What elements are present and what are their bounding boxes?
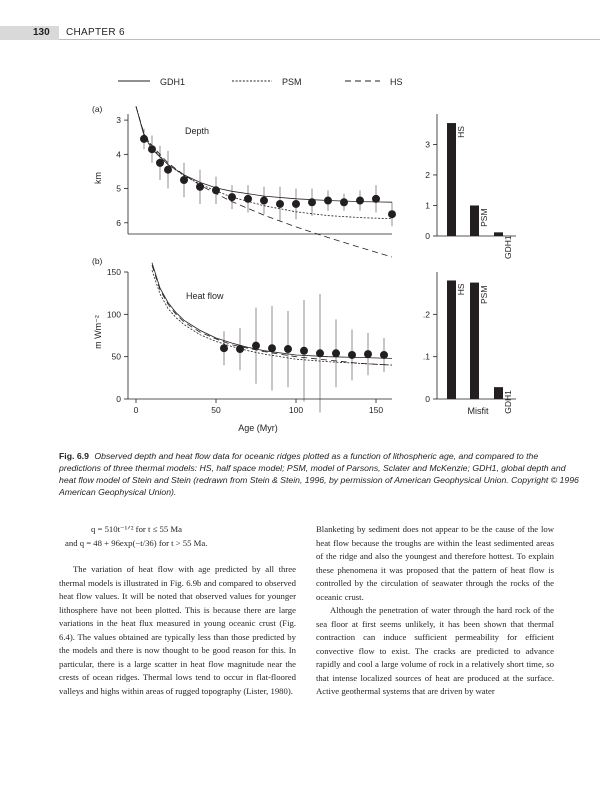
depth-misfit-panel <box>425 114 516 259</box>
heat-data-point-0 <box>220 344 228 352</box>
depth-data-point-3 <box>164 166 172 174</box>
legend <box>118 77 403 87</box>
depth-data-point-9 <box>260 197 268 205</box>
depth-title: Depth <box>185 126 210 136</box>
legend-gdh1-label: GDH1 <box>160 77 186 87</box>
depth-data-point-8 <box>244 195 252 203</box>
depth-data-point-15 <box>356 197 364 205</box>
heat-xtick-label-50: 50 <box>211 405 221 415</box>
heat-data-point-1 <box>236 345 244 353</box>
depth-ytick-label-6: 6 <box>116 217 121 228</box>
depth-ytick-label-4: 4 <box>116 149 121 160</box>
depth-data-point-1 <box>148 145 156 153</box>
age-axis-label: Age (Myr) <box>238 423 278 433</box>
depth-misfit-bar-psm <box>470 205 479 236</box>
depth-data-point-10 <box>276 200 284 208</box>
heat-data-point-2 <box>252 342 260 350</box>
heat-xtick-label-0: 0 <box>133 405 139 415</box>
depth-data-point-16 <box>372 195 380 203</box>
caption-label: Fig. 6.9 <box>59 451 89 461</box>
heat-misfit-panel <box>423 272 516 416</box>
depth-misfit-bar-gdh1 <box>494 232 503 236</box>
heat-misfit-bar-label-hs: HS <box>456 283 466 296</box>
depth-misfit-bar-hs <box>447 123 456 236</box>
heat-misfit-bar-gdh1 <box>494 387 503 399</box>
heat-flow-panel <box>93 263 392 433</box>
heat-misfit-ytick-label-.2: .2 <box>422 309 430 320</box>
depth-misfit-ytick-label-3: 3 <box>425 139 430 150</box>
depth-misfit-bar-label-psm: PSM <box>479 208 489 227</box>
heat-data-point-9 <box>364 350 372 358</box>
heat-misfit-ytick-label-0: 0 <box>425 394 430 404</box>
chapter-title: CHAPTER 6 <box>66 27 125 38</box>
heat-ytick-label-0: 0 <box>116 394 121 404</box>
depth-data-point-0 <box>140 135 148 143</box>
left-paragraph-1: The variation of heat flow with age predicted by all three thermal models is illustrated in Fig. 6.9b and compared to observed heat flow values. It will be noted that observed values for younger lithosphere have not been plotted. This is because there are large variations in the heat flux measured in young oceanic crust (Fig. 6.4). The values obtained are typically less than those predicted by the models and there is now thought to be good reason for this. In particular, there is a large scatter in heat flow magnitude near the crests of ocean ridges. Thermal lows tend to occur in flat-floored valleys and highs within areas of rugged topography (Lister, 1980). <box>59 564 296 696</box>
depth-misfit-ytick-label-1: 1 <box>425 200 430 211</box>
equation-1: q = 510t⁻¹ᐟ² for t ≤ 55 Ma <box>91 524 182 534</box>
legend-hs-label: HS <box>390 77 403 87</box>
page-number: 130 <box>33 27 50 38</box>
depth-data-point-4 <box>180 176 188 184</box>
depth-data-point-14 <box>340 198 348 206</box>
misfit-label: Misfit <box>467 406 489 416</box>
depth-data-point-11 <box>292 200 300 208</box>
legend-psm-label: PSM <box>282 77 302 87</box>
depth-data-point-17 <box>388 210 396 218</box>
depth-data-point-12 <box>308 198 316 206</box>
panel-b-label: (b) <box>92 256 103 266</box>
depth-data-point-5 <box>196 183 204 191</box>
depth-misfit-ytick-label-2: 2 <box>425 169 430 180</box>
figure-caption <box>59 450 579 498</box>
heat-misfit-bar-label-gdh1: GDH1 <box>503 390 513 414</box>
heat-ytick-label-150: 150 <box>106 267 121 277</box>
heat-data-point-7 <box>332 349 340 357</box>
heat-data-point-5 <box>300 347 308 355</box>
depth-data-point-2 <box>156 159 164 167</box>
heat-misfit-ytick-label-.1: .1 <box>422 351 430 362</box>
heat-data-point-6 <box>316 349 324 357</box>
panel-a-label: (a) <box>92 104 103 114</box>
heat-ytick-label-50: 50 <box>111 351 121 362</box>
depth-data-point-13 <box>324 197 332 205</box>
left-column <box>59 523 296 698</box>
heat-title: Heat flow <box>186 291 224 301</box>
depth-misfit-ytick-label-0: 0 <box>425 231 430 241</box>
heat-data-point-4 <box>284 345 292 353</box>
depth-misfit-bar-label-hs: HS <box>456 126 466 138</box>
heat-y-label: m Wm⁻² <box>93 315 103 349</box>
depth-data-point-6 <box>212 186 220 194</box>
depth-data-point-7 <box>228 193 236 201</box>
heat-misfit-bar-label-psm: PSM <box>479 285 489 305</box>
heat-xtick-label-150: 150 <box>368 405 384 415</box>
heat-xtick-label-100: 100 <box>288 405 304 415</box>
depth-y-label: km <box>93 172 103 184</box>
heat-data-point-10 <box>380 351 388 359</box>
heat-data-point-8 <box>348 351 356 359</box>
equation-2: and q = 48 + 96exp(−t/36) for t > 55 Ma. <box>65 537 208 548</box>
caption-text: Observed depth and heat flow data for oceanic ridges plotted as a function of lithospheric age, and compared to the predictions of three thermal models: HS, half space model; PSM, model of Parsons, Sclater and McKenzie; GDH1, global depth and heat flow model of Stein and Stein (redrawn from Stein & Stein, 1996, by permission of American Geophysical Union. Copyright © 1996 American Geophysical Union). <box>59 451 579 497</box>
right-paragraph-2: Although the penetration of water through the hard rock of the sea floor at first seems unlikely, it has been shown that thermal contraction can induce sufficient permeability for efficient convective flow to exist. The cracks are predicted to advance rapidly and cool a large volume of rock in a relatively short time, so that intense localized sources of heat are produced at the surface. Active geothermal systems that are driven by water <box>316 605 554 696</box>
heat-ytick-label-100: 100 <box>106 309 121 320</box>
right-paragraph-1: Blanketing by sediment does not appear to be the cause of the low heat flow because the troughs are within the least sedimented areas of the ridge and also the youngest and therefore hottest. To explain these phenomena it was proposed that the pattern of heat flow is controlled by the circulation of seawater through the rocks of the oceanic crust. <box>316 524 554 602</box>
heat-misfit-bar-hs <box>447 280 456 399</box>
depth-misfit-bar-label-gdh1: GDH1 <box>503 235 513 259</box>
right-column <box>316 523 554 699</box>
depth-ytick-label-5: 5 <box>116 183 121 194</box>
heat-data-point-3 <box>268 344 276 352</box>
depth-model-hs <box>136 106 392 257</box>
depth-ytick-label-3: 3 <box>116 115 121 126</box>
heat-misfit-bar-psm <box>470 283 479 399</box>
depth-panel <box>93 106 396 257</box>
